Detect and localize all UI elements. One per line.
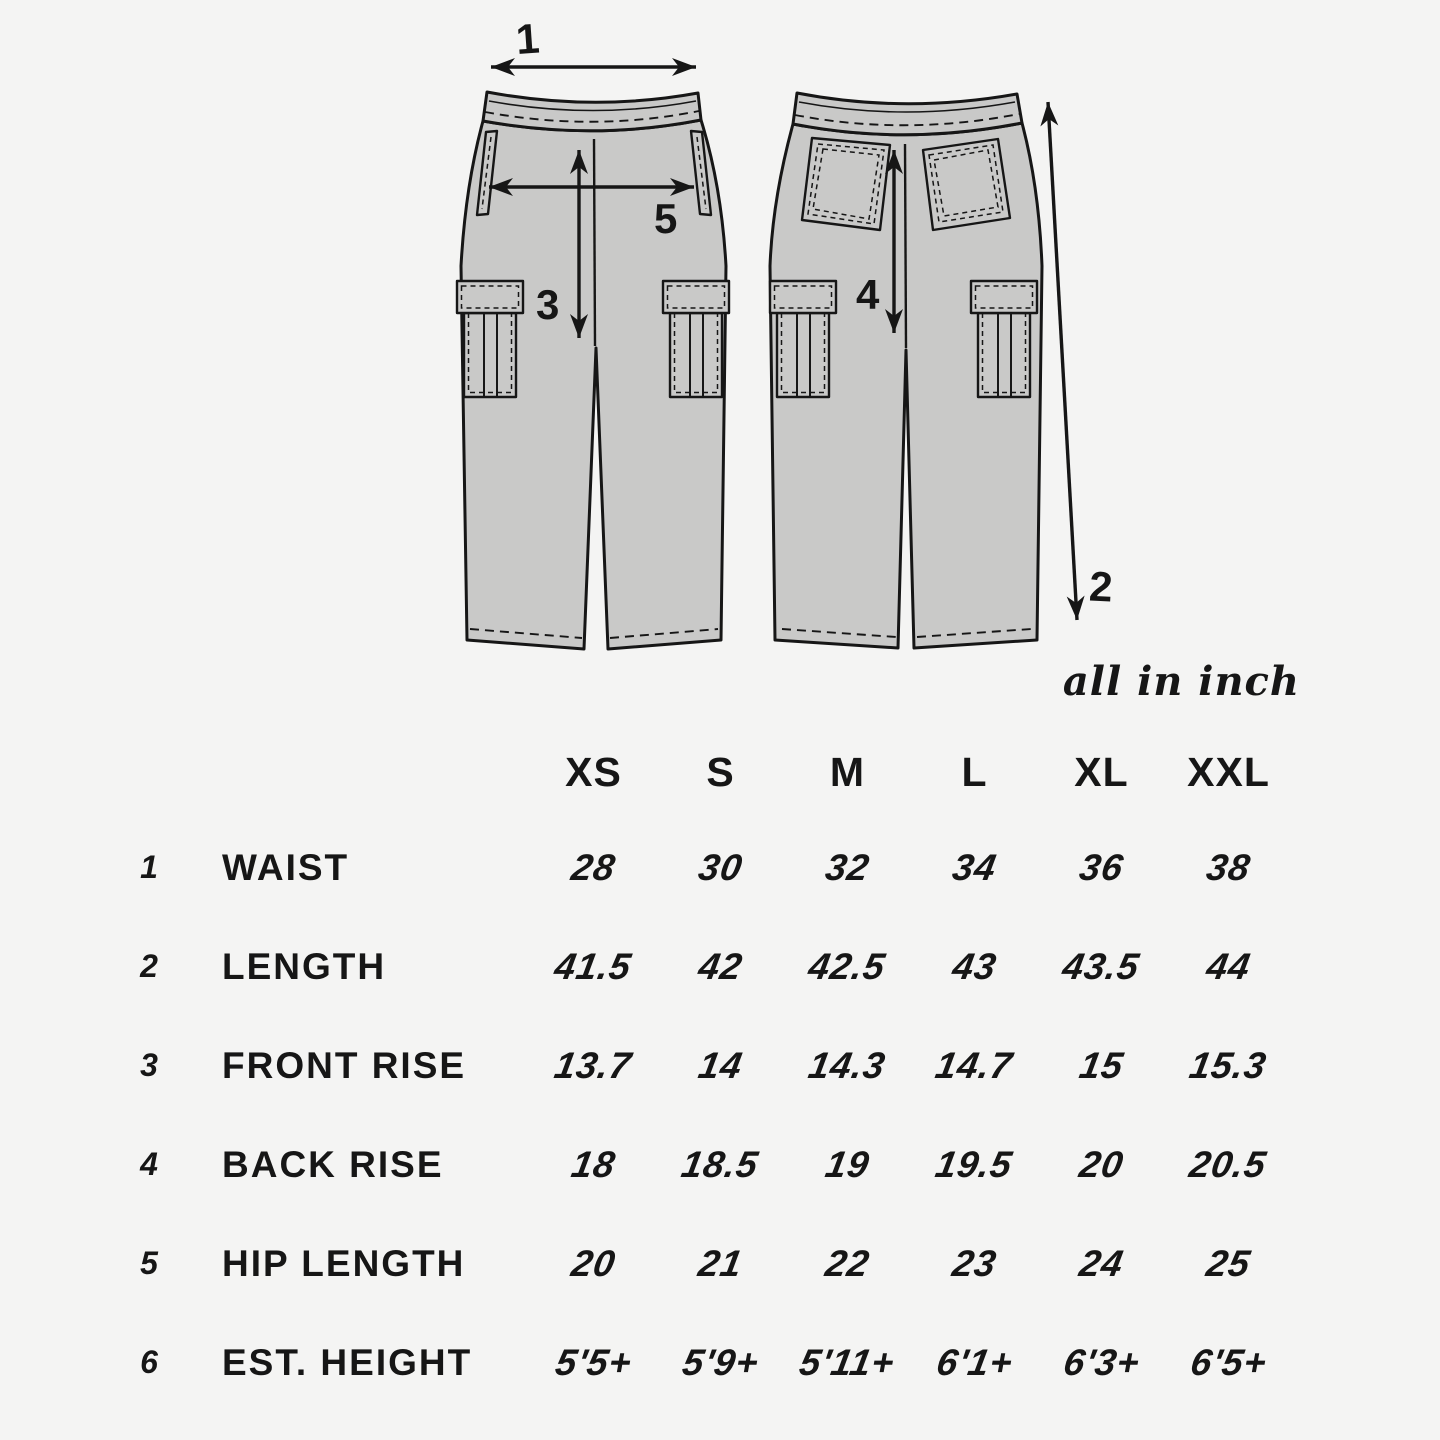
back-pocket-left — [802, 138, 890, 230]
pants-front-view — [457, 92, 729, 649]
table-value: 14 — [695, 1044, 746, 1086]
table-value: 36 — [1076, 846, 1127, 888]
table-value: 5'11+ — [796, 1341, 899, 1383]
pants-back-view — [770, 93, 1042, 648]
table-value: 20 — [1076, 1143, 1127, 1185]
table-value: 14.7 — [932, 1044, 1017, 1086]
row-label: WAIST — [222, 846, 350, 888]
row-number: 5 — [140, 1245, 158, 1281]
back-center-seam — [905, 144, 906, 348]
table-value: 28 — [568, 846, 619, 888]
table-value: 32 — [822, 846, 873, 888]
back-pocket-right — [923, 139, 1010, 230]
size-table — [118, 726, 1292, 1412]
table-value: 43.5 — [1059, 945, 1144, 987]
table-value: 19 — [822, 1143, 873, 1185]
table-value: 15 — [1076, 1044, 1127, 1086]
size-column-header: XXL — [1187, 748, 1270, 795]
row-label: EST. HEIGHT — [222, 1341, 473, 1383]
table-value: 5'5+ — [552, 1341, 635, 1383]
table-value: 34 — [949, 846, 1000, 888]
size-column-header: XS — [565, 748, 622, 795]
back-rise-arrow-label: 4 — [856, 271, 880, 318]
front-fly-seam — [594, 139, 595, 346]
size-column-header: XL — [1074, 748, 1129, 795]
table-corner-spacer — [118, 726, 180, 818]
row-number: 3 — [140, 1047, 158, 1083]
table-value: 18.5 — [678, 1143, 763, 1185]
row-number: 2 — [140, 948, 158, 984]
length-arrow — [1048, 102, 1077, 620]
table-value: 6'1+ — [933, 1341, 1016, 1383]
table-value: 30 — [695, 846, 746, 888]
table-value: 6'3+ — [1060, 1341, 1143, 1383]
units-note: all in inch — [1062, 658, 1300, 705]
back-waistband — [793, 93, 1022, 135]
table-value: 24 — [1076, 1242, 1127, 1284]
front-rise-arrow-label: 3 — [536, 281, 560, 328]
table-value: 5'9+ — [679, 1341, 762, 1383]
table-value: 6'5+ — [1187, 1341, 1270, 1383]
cargo-pocket-back-left — [770, 281, 836, 397]
table-value: 22 — [822, 1242, 873, 1284]
front-waistband — [483, 92, 701, 131]
hip-arrow-label: 5 — [654, 195, 678, 242]
row-number: 4 — [140, 1146, 158, 1182]
size-column-header: M — [829, 748, 866, 795]
table-value: 41.5 — [551, 945, 636, 987]
row-label: LENGTH — [222, 945, 387, 987]
table-value: 43 — [949, 945, 1000, 987]
table-value: 20.5 — [1186, 1143, 1271, 1185]
table-value: 14.3 — [805, 1044, 890, 1086]
waist-arrow-label: 1 — [514, 14, 541, 63]
size-column-header: L — [961, 748, 988, 795]
table-value: 15.3 — [1186, 1044, 1271, 1086]
length-arrow-label: 2 — [1087, 562, 1114, 611]
table-value: 19.5 — [932, 1143, 1017, 1185]
pants-measurement-diagram — [0, 0, 1440, 715]
row-number: 6 — [140, 1344, 158, 1380]
table-value: 42.5 — [805, 945, 890, 987]
table-value: 21 — [695, 1242, 746, 1284]
table-value: 42 — [695, 945, 746, 987]
row-label: HIP LENGTH — [222, 1242, 466, 1284]
size-column-header: S — [706, 748, 735, 795]
table-value: 13.7 — [551, 1044, 636, 1086]
cargo-pocket-front-left — [457, 281, 523, 397]
row-label: FRONT RISE — [222, 1044, 467, 1086]
cargo-pocket-back-right — [971, 281, 1037, 397]
table-value: 18 — [568, 1143, 619, 1185]
table-value: 20 — [568, 1242, 619, 1284]
table-corner-spacer — [180, 726, 530, 818]
table-value: 23 — [949, 1242, 1000, 1284]
cargo-pocket-front-right — [663, 281, 729, 397]
row-label: BACK RISE — [222, 1143, 444, 1185]
table-value: 38 — [1203, 846, 1254, 888]
row-number: 1 — [140, 849, 158, 885]
table-value: 44 — [1203, 945, 1254, 987]
table-value: 25 — [1203, 1242, 1254, 1284]
